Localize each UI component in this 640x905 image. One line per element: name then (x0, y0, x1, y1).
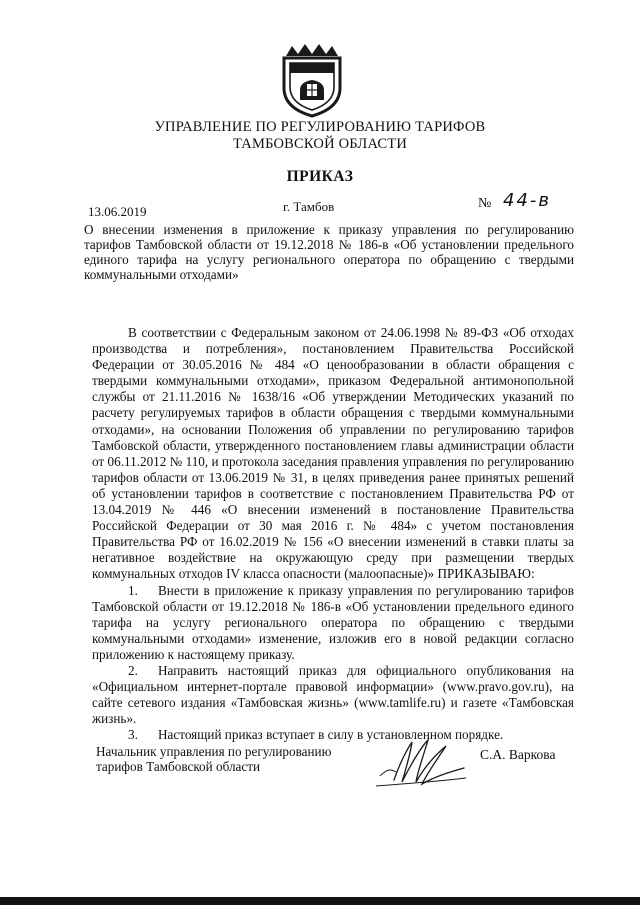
handwritten-signature (372, 732, 468, 790)
order-item-1 (92, 583, 574, 663)
order-item-number: 1. (128, 582, 138, 598)
document-date: 13.06.2019 (88, 204, 147, 219)
coat-of-arms-icon (278, 42, 346, 118)
signatory-position-line1: Начальник управления по регулированию (96, 744, 332, 759)
order-item-text: Направить настоящий приказ для официального опубликования на «Официальном интернет-портале правовой информации» (www.pravo.gov.ru), на сайте сетевого издания «Тамбовская жизнь» (www.tamlife.ru) и газете «Тамбовская жизнь». (92, 662, 574, 727)
scan-edge-bar (0, 897, 640, 905)
agency-name-line1: УПРАВЛЕНИЕ ПО РЕГУЛИРОВАНИЮ ТАРИФОВ (154, 119, 486, 135)
signatory-name: С.А. Варкова (480, 747, 556, 762)
signatory-position (96, 744, 366, 774)
order-item-text: Настоящий приказ вступает в силу в установленном порядке. (158, 727, 504, 743)
order-item-text: Внести в приложение к приказу управления по регулированию тарифов Тамбовской области от 19.12.2018 № 186-в «Об установлении предельного единого тарифа на услугу регионального оператора по обращению с твердыми коммунальными отходами» изменение, изложив его в новой редакции согласно приложению к настоящему приказу. (92, 582, 574, 662)
order-item-number: 2. (128, 662, 138, 678)
agency-name (120, 119, 520, 153)
order-item-3 (92, 727, 574, 743)
order-item-number: 3. (128, 727, 138, 743)
document-number-handwritten: 44-в (503, 190, 552, 211)
signatory-position-line2: тарифов Тамбовской области (96, 759, 261, 774)
document-type-title: ПРИКАЗ (286, 168, 354, 185)
document-city: г. Тамбов (283, 199, 335, 214)
document-number-label: № (478, 196, 492, 211)
document-body (92, 325, 574, 743)
document-subject: О внесении изменения в приложение к приказу управления по регулированию тарифов Тамбовской области от 19.12.2018 № 186-в «Об установлении предельного единого тарифа на услугу регионального оператора по обращению с твердыми коммунальными отходами» (84, 222, 574, 282)
preamble-paragraph: В соответствии с Федеральным законом от 24.06.1998 № 89-ФЗ «Об отходах производства и потребления», постановлением Правительства Российской Федерации от 30.05.2016 № 484 «О ценообразовании в области обращения с твердыми коммунальными отходами», приказом Федеральной антимонопольной службы от 21.11.2016 № 1638/16 «Об утверждении Методических указаний по расчету регулируемых тарифов в области обращения с твердыми коммунальными отходами», на основании Положения об управлении по регулированию тарифов Тамбовской области, утвержденного постановлением главы администрации области от 06.11.2012 № 110, и протокола заседания правления управления по регулированию тарифов области от 13.06.2019 № 31, в целях приведения ранее принятых решений об установлении тарифов в соответствие с постановлением Правительства РФ от 13.04.2019 № 446 «О внесении изменений в постановление Правительства Российской Федерации от 30 мая 2016 г. № 484» с учетом постановления Правительства РФ от 16.02.2019 № 156 «О внесении изменений в ставки платы за негативное воздействие на окружающую среду при размещении твердых коммунальных отходов IV класса опасности (малоопасные)» ПРИКАЗЫВАЮ: (92, 325, 574, 582)
order-item-2 (92, 663, 574, 727)
agency-name-line2: ТАМБОВСКОЙ ОБЛАСТИ (232, 136, 408, 152)
